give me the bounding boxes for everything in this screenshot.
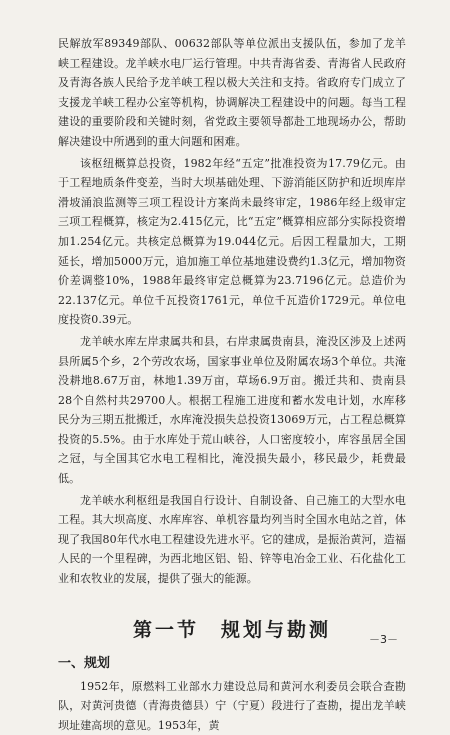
paragraph-5: 1952年，原燃料工业部水力建设总局和黄河水利委员会联合查勘队，对黄河贵德（青海贵德县）宁（宁夏）段进行了查勘，提出龙羊峡坝址建高坝的意见。1953年，黄 xyxy=(58,679,406,732)
paragraph-3: 龙羊峡水库左岸隶属共和县，右岸隶属贵南县，淹没区涉及上述两县所属5个乡，2个劳改农场，国家事业单位及附属农场3个单位。共淹没耕地8.67万亩，林地1.39万亩，草场6.9万亩。搬迁共和、贵南县28个自然村共29700人。根据工程施工进度和蓄水发电计划，水库移民分为三期五批搬迁，水库淹没损失总投资13069万元，占工程总概算投资的5.5%。由于水库处于荒山峡谷，人口密度较小，库容虽居全国之冠，与全国其它水电工程相比，淹没损失最小，移民最少，耗费最低。 xyxy=(58,334,406,486)
page-number: －3－ xyxy=(369,633,398,646)
subsection-title: 一、规划 xyxy=(58,655,111,671)
paragraph-2: 该枢纽概算总投资，1982年经“五定”批准投资为17.79亿元。由于工程地质条件变差，当时大坝基础处理、下游消能区防护和近坝库岸滑坡涌浪监测等三项工程设计方案尚未最终审定，1986年经上级审定三项工程概算，核定为2.415亿元，比“五定”概算相应部分实际投资增加1.254亿元。共核定总概算为19.044亿元。后因工程量加大，工期延长，增加5000万元，追加施工单位基地建设费约1.3亿元，增加物资价差调整10%，1988年最终审定总概算为23.7196亿元。总造价为22.137亿元。单位千瓦投资1761元，单位千瓦造价1729元。单位电度投资0.39元。 xyxy=(58,156,406,327)
paragraph-4: 龙羊峡水利枢纽是我国自行设计、自制设备、自己施工的大型水电工程。其大坝高度、水库库容、单机容量均列当时全国水电站之首，体现了我国80年代水电工程建设先进水平。它的建成，是振治黄河，造福人民的一个里程碑，为西北地区铝、铅、锌等电冶金工业、石化盐化工业和农牧业的发展，提供了强大的能源。 xyxy=(58,493,406,586)
paragraph-1: 民解放军89349部队、00632部队等单位派出支援队伍，参加了龙羊峡工程建设。龙羊峡水电厂运行管理。中共青海省委、青海省人民政府及青海各族人民给予龙羊峡工程以极大关注和支持。省政府专门成立了支援龙羊峡工程办公室等机构，协调解决工程建设中的问题。每当工程建设的重要阶段和关键时刻，省党政主要领导都赴工地现场办公，帮助解决建设中所遇到的重大问题和困难。 xyxy=(58,37,406,148)
section-title: 第一节 规划与勘测 xyxy=(132,618,331,641)
